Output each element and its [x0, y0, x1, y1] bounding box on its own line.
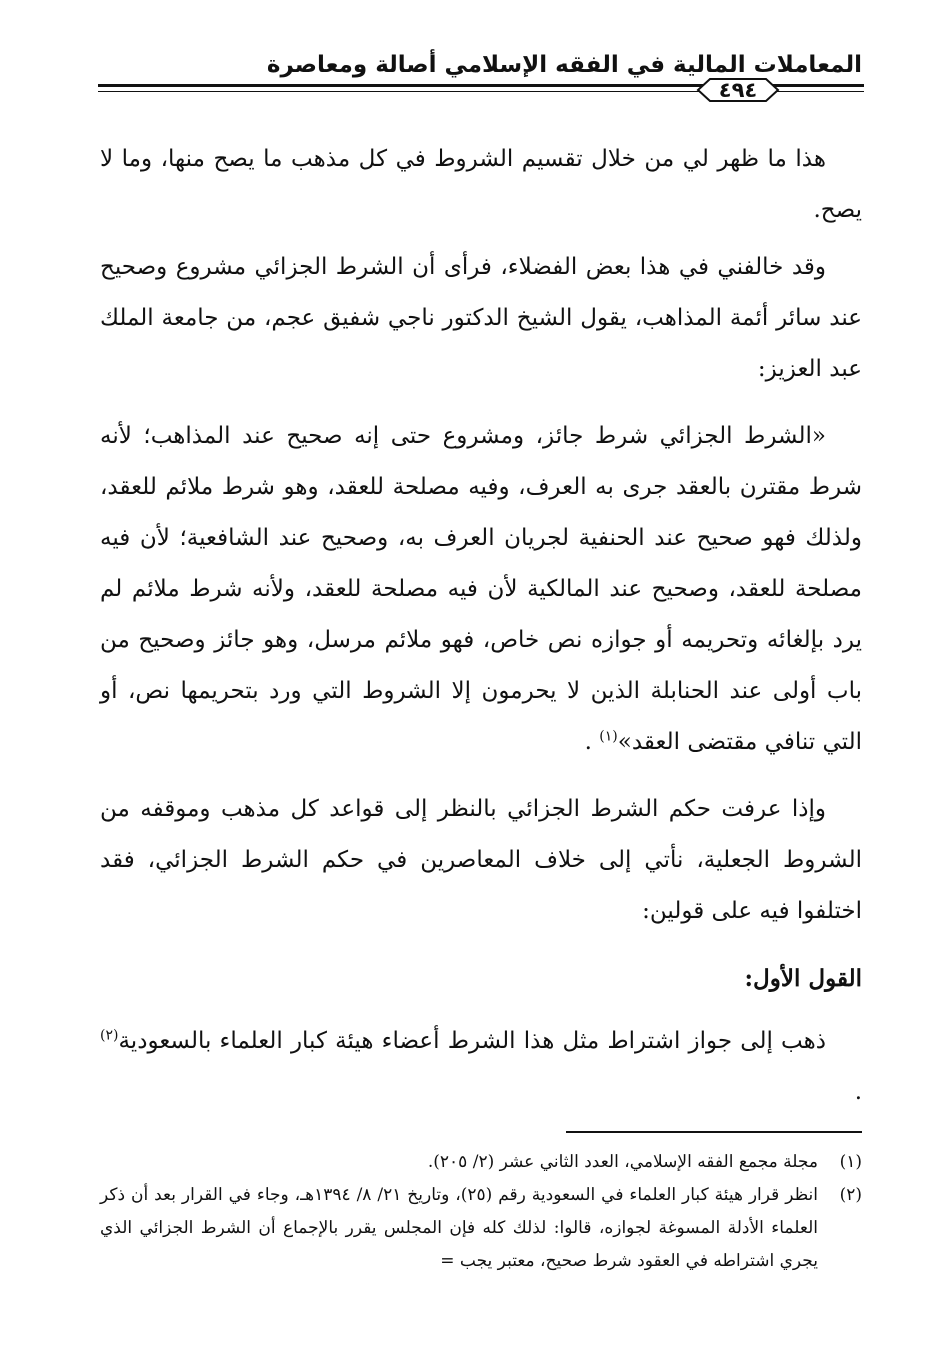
footnote-number: (١)	[839, 1152, 862, 1172]
running-title: المعاملات المالية في الفقه الإسلامي أصالة ومعاصرة	[266, 52, 862, 78]
paragraph-3-quote	[100, 411, 862, 768]
page-number-frame	[696, 76, 780, 104]
footnote	[100, 1179, 862, 1278]
footnote	[100, 1146, 862, 1179]
paragraph-4: وإذا عرفت حكم الشرط الجزائي بالنظر إلى قواعد كل مذهب وموقفه من الشروط الجعلية، نأتي إلى خلاف المعاصرين في حكم الشرط الجزائي، فقد اختلفوا فيه على قولين:	[100, 796, 862, 924]
page-number: ٤٩٤	[718, 78, 758, 102]
footnotes	[100, 1146, 862, 1278]
quote-end-mark: .	[584, 729, 592, 755]
paragraph-2: وقد خالفني في هذا بعض الفضلاء، فرأى أن الشرط الجزائي مشروع وصحيح عند سائر أئمة المذاهب، يقول الشيخ الدكتور ناجي شفيق عجم، من جامعة الملك عبد العزيز:	[100, 254, 862, 382]
footnote-number: (٢)	[839, 1185, 862, 1205]
footnote-ref-2: (٢)	[100, 1027, 119, 1044]
footnote-ref-1: (١)	[599, 728, 618, 745]
paragraph-5	[100, 1016, 862, 1118]
paragraph-5-end: .	[854, 1079, 862, 1105]
section-heading: القول الأول:	[744, 965, 862, 992]
footnote-text: انظر قرار هيئة كبار العلماء في السعودية رقم (٢٥)، وتاريخ ٢١/ ٨/ ١٣٩٤هـ، وجاء في القرار بعد أن ذكر العلماء الأدلة المسوغة لجوازه، قالوا: لذلك كله فإن المجلس يقرر بالإجماع أن الشرط الجزائي الذي يجري اشتراطه في العقود شرط صحيح، معتبر يجب =	[100, 1185, 818, 1271]
paragraph-5-text: ذهب إلى جواز اشتراط مثل هذا الشرط أعضاء هيئة كبار العلماء بالسعودية	[118, 1028, 826, 1054]
paragraph-1: هذا ما ظهر لي من خلال تقسيم الشروط في كل مذهب ما يصح منها، وما لا يصح.	[100, 146, 862, 223]
footnote-separator	[566, 1131, 862, 1133]
quote-text: «الشرط الجزائي شرط جائز، ومشروع حتى إنه صحيح عند المذاهب؛ لأنه شرط مقترن بالعقد جرى به العرف، وفيه مصلحة للعقد، وهو شرط ملائم للعقد، ولذلك فهو صحيح عند الحنفية لجريان العرف به، وصحيح عند الشافعية؛ لأن فيه مصلحة للعقد، وصحيح عند المالكية لأن فيه مصلحة للعقد، ولأنه شرط ملائم لم يرد بإلغائه وتحريمه أو جوازه نص خاص، فهو ملائم مرسل، وهو جائز وصحيح من باب أولى عند الحنابلة الذين لا يحرمون إلا الشروط التي ورد بتحريمها نص، أو التي تنافي مقتضى العقد»	[100, 423, 862, 755]
main-text	[100, 134, 862, 1134]
footnote-text: مجلة مجمع الفقه الإسلامي، العدد الثاني عشر (٢/ ٢٠٥).	[427, 1152, 818, 1172]
